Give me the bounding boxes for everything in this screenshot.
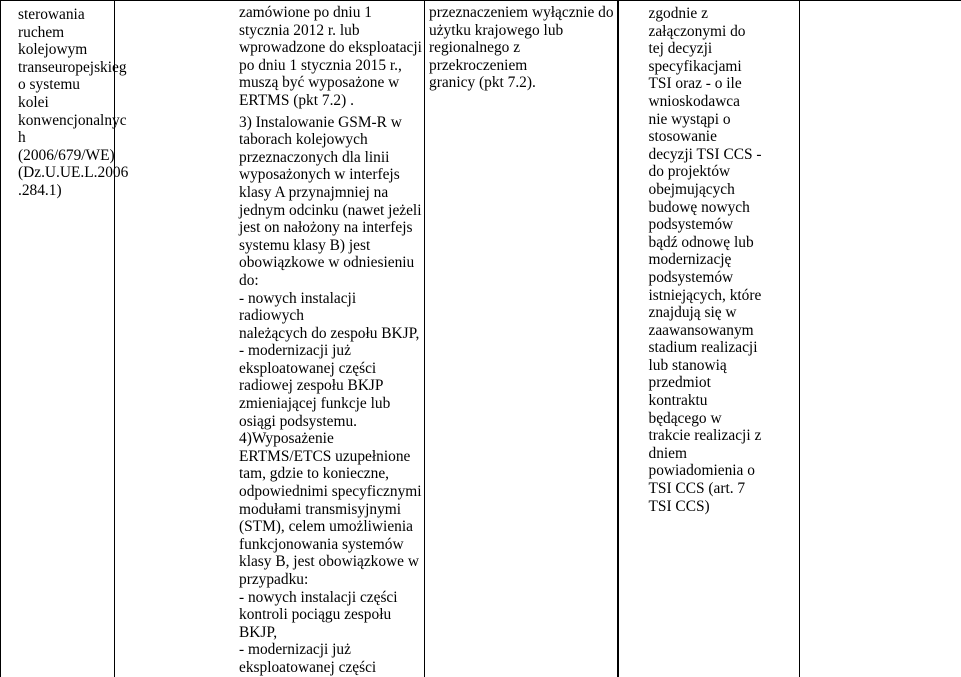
table-cell-scope (1, 1, 129, 677)
table-cell-applicability (618, 1, 800, 677)
table-row (1, 1, 961, 677)
cell-text-requirements-points: 3) Instalowanie GSM-R w taborach kolejowych przeznaczonych dla linii wyposażonych w interfejs klasy A przynajmniej na jednym odcinku (nawet jeżeli jest on nałożony na interfejs systemu klasy B) jest obowiązkowe w odniesieniu do: - nowych instalacji radiowych należących do zespołu BKJP, - modernizacji już eksploatowanej części radiowej zespołu BKJP zmieniającej funkcje lub osiągi podsystemu. 4)Wyposażenie ERTMS/ETCS uzupełnione tam, gdzie to konieczne, odpowiednimi specyficznymi modułami transmisyjnymi (STM), celem umożliwienia funkcjonowania systemów klasy B, jest obowiązkowe w przypadku: - nowych instalacji części kontroli pociągu zespołu BKJP, - modernizacji już eksploatowanej części (239, 113, 422, 676)
cell-text-scope: sterowania ruchem kolejowym transeuropejskieg o systemu kolei konwencjonalnyc h (2006/679/WE) (Dz.U.UE.L.2006 .284.1) (18, 6, 129, 199)
cell-text-applicability: zgodnie z załączonymi do tej decyzji specyfikacjami TSI oraz - o ile wnioskodawca nie wystąpi o stosowanie decyzji TSI CCS - do projektów obejmujących budowę nowych podsystemów bądź odnowę lub modernizację podsystemów istniejących, które znajdują się w zaawansowanym stadium realizacji lub stanowią przedmiot kontraktu będącego w trakcie realizacji z dniem powiadomienia o TSI CCS (art. 7 TSI CCS) (648, 5, 762, 515)
cell-text-requirements-intro: zamówione po dniu 1 stycznia 2012 r. lub wprowadzone do eksploatacji po dniu 1 stycznia 2015 r., muszą być wyposażone w ERTMS (pkt 7.2) . (239, 4, 422, 109)
table-cell-notes (800, 1, 961, 677)
cell-text-exceptions: przeznaczeniem wyłącznie do użytku krajowego lub regionalnego z przekroczeniem granicy (pkt 7.2). (429, 4, 614, 92)
table-cell-exceptions (425, 1, 618, 677)
table-cell-requirements (115, 1, 425, 677)
